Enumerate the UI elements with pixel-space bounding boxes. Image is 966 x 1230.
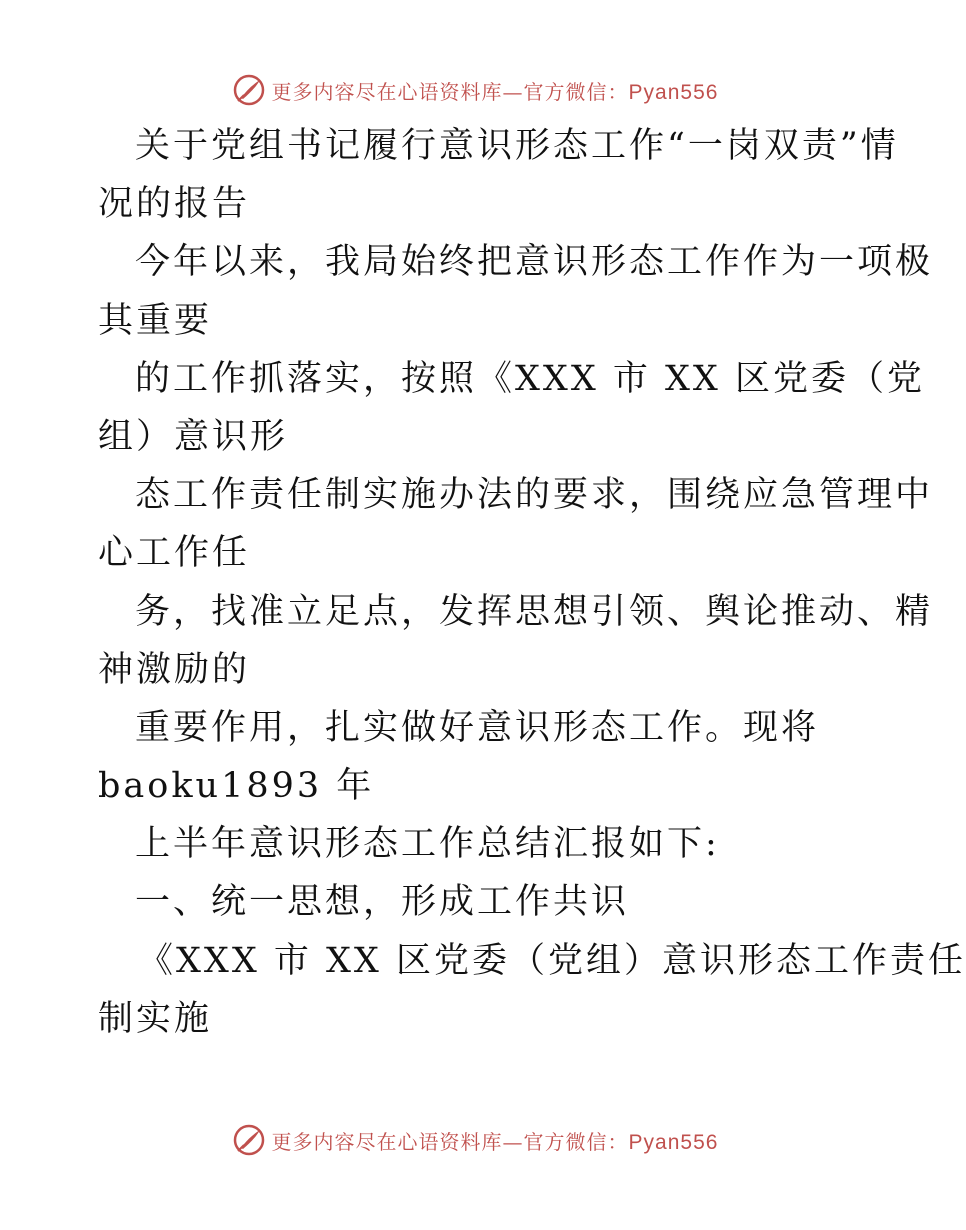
paragraph-line: 心工作任	[98, 533, 251, 574]
paragraph-line: baoku1893 年	[98, 766, 375, 807]
paragraph-line: 今年以来，我局始终把意识形态工作作为一项极	[135, 242, 934, 283]
paragraph-line: 制实施	[98, 998, 213, 1039]
footer-watermark	[0, 1120, 950, 1160]
paragraph-line: 态工作责任制实施办法的要求，围绕应急管理中	[135, 475, 934, 516]
paragraph-line: 重要作用，扎实做好意识形态工作。现将	[135, 707, 820, 748]
paragraph-line: 《XXX 市 XX 区党委（党组）意识形态工作责任	[138, 940, 966, 981]
title-line-2: 况的报告	[98, 184, 251, 225]
title-line-1: 关于党组书记履行意识形态工作“一岗双责”情	[135, 126, 899, 166]
paragraph-line: 组）意识形	[98, 416, 289, 457]
watermark-text: 更多内容尽在心语资料库—官方微信：Pyan556	[271, 79, 719, 104]
paragraph-line: 务，找准立足点，发挥思想引领、舆论推动、精	[135, 591, 934, 632]
header-watermark	[0, 70, 950, 110]
paragraph-line: 其重要	[98, 300, 213, 341]
quill-logo-icon	[232, 73, 266, 107]
paragraph-line: 上半年意识形态工作总结汇报如下:	[135, 824, 720, 865]
section-heading: 一、统一思想，形成工作共识	[135, 882, 630, 923]
paragraph-line: 的工作抓落实，按照《XXX 市 XX 区党委（党	[135, 358, 925, 399]
watermark-text: 更多内容尽在心语资料库—官方微信：Pyan556	[271, 1129, 719, 1154]
paragraph-line: 神激励的	[98, 649, 251, 690]
quill-logo-icon	[232, 1123, 266, 1157]
document-body	[98, 117, 966, 1048]
